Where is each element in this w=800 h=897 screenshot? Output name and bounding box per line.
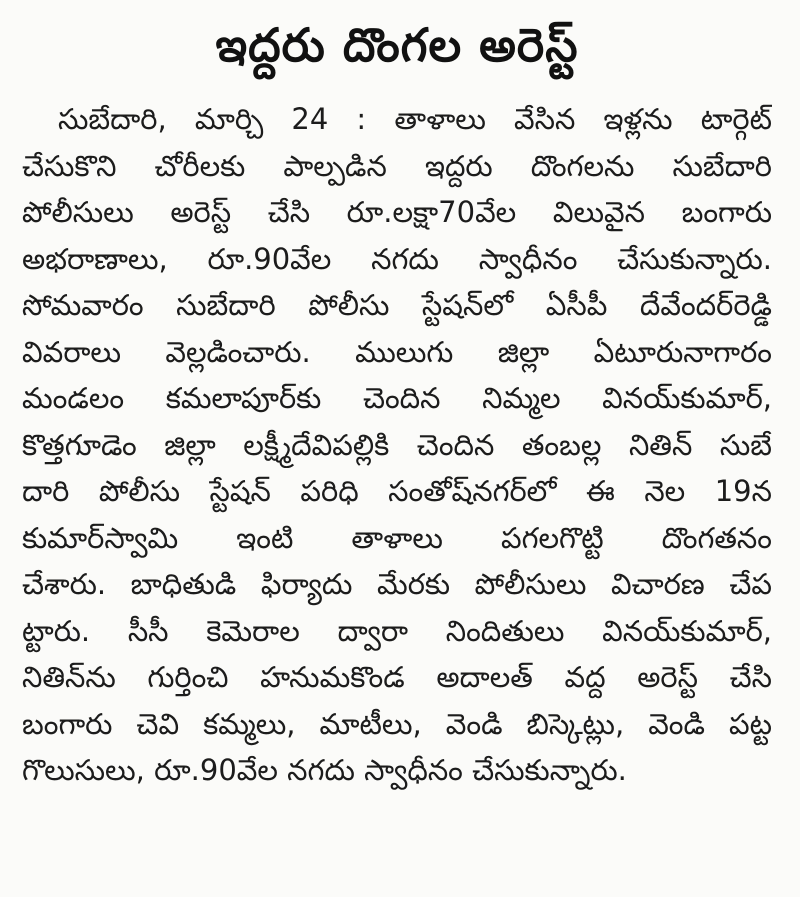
article-line: వివరాలు వెల్లడించారు. ములుగు జిల్లా ఏటూరునాగారం	[22, 334, 772, 369]
article-line: సుబేదారి, మార్చి 24 : తాళాలు వేసిన ఇళ్లను టార్గెట్	[58, 102, 772, 136]
article-line: ట్టారు. సీసీ కెమెరాల ద్వారా నిందితులు వినయ్‌కుమార్,	[22, 613, 772, 648]
article-line: పోలీసులు అరెస్ట్ చేసి రూ.లక్షా70వేల విలువైన బంగారు	[22, 195, 772, 229]
article-line: చేసుకొని చోరీలకు పాల్పడిన ఇద్దరు దొంగలను సుబేదారి	[22, 148, 772, 183]
article-line: మండలం కమలాపూర్‌కు చెందిన నిమ్మల వినయ్‌కుమార్,	[22, 381, 772, 415]
headline: ఇద్దరు దొంగల అరెస్ట్	[215, 18, 579, 72]
article-line: సోమవారం సుబేదారి పోలీసు స్టేషన్‌లో ఏసీపీ దేవేందర్‌రెడ్డి	[22, 288, 772, 322]
article-line: దారి పోలీసు స్టేషన్ పరిధి సంతోష్‌నగర్‌లో ఈ నెల 19న	[22, 474, 772, 508]
article-line: చేశారు. బాధితుడి ఫిర్యాదు మేరకు పోలీసులు విచారణ చేప	[22, 567, 772, 601]
article-line: కొత్తగూడెం జిల్లా లక్ష్మీదేవిపల్లికి చెందిన తంబల్ల నితిన్ సుబే	[22, 427, 772, 462]
article-line: బంగారు చెవి కమ్మలు, మాటీలు, వెండి బిస్కెట్లు, వెండి పట్ట	[22, 706, 772, 741]
article-body	[22, 96, 772, 794]
article-line: నితిన్‌ను గుర్తించి హనుమకొండ అదాలత్ వద్ద అరెస్ట్ చేసి	[22, 660, 772, 694]
article-line: గొలుసులు, రూ.90వేల నగదు స్వాధీనం చేసుకున్నారు.	[22, 753, 627, 787]
article-line: కుమార్‌స్వామి ఇంటి తాళాలు పగలగొట్టి దొంగతనం	[22, 520, 772, 555]
article-line: అభరాణాలు, రూ.90వేల నగదు స్వాధీనం చేసుకున్నారు.	[22, 241, 772, 276]
